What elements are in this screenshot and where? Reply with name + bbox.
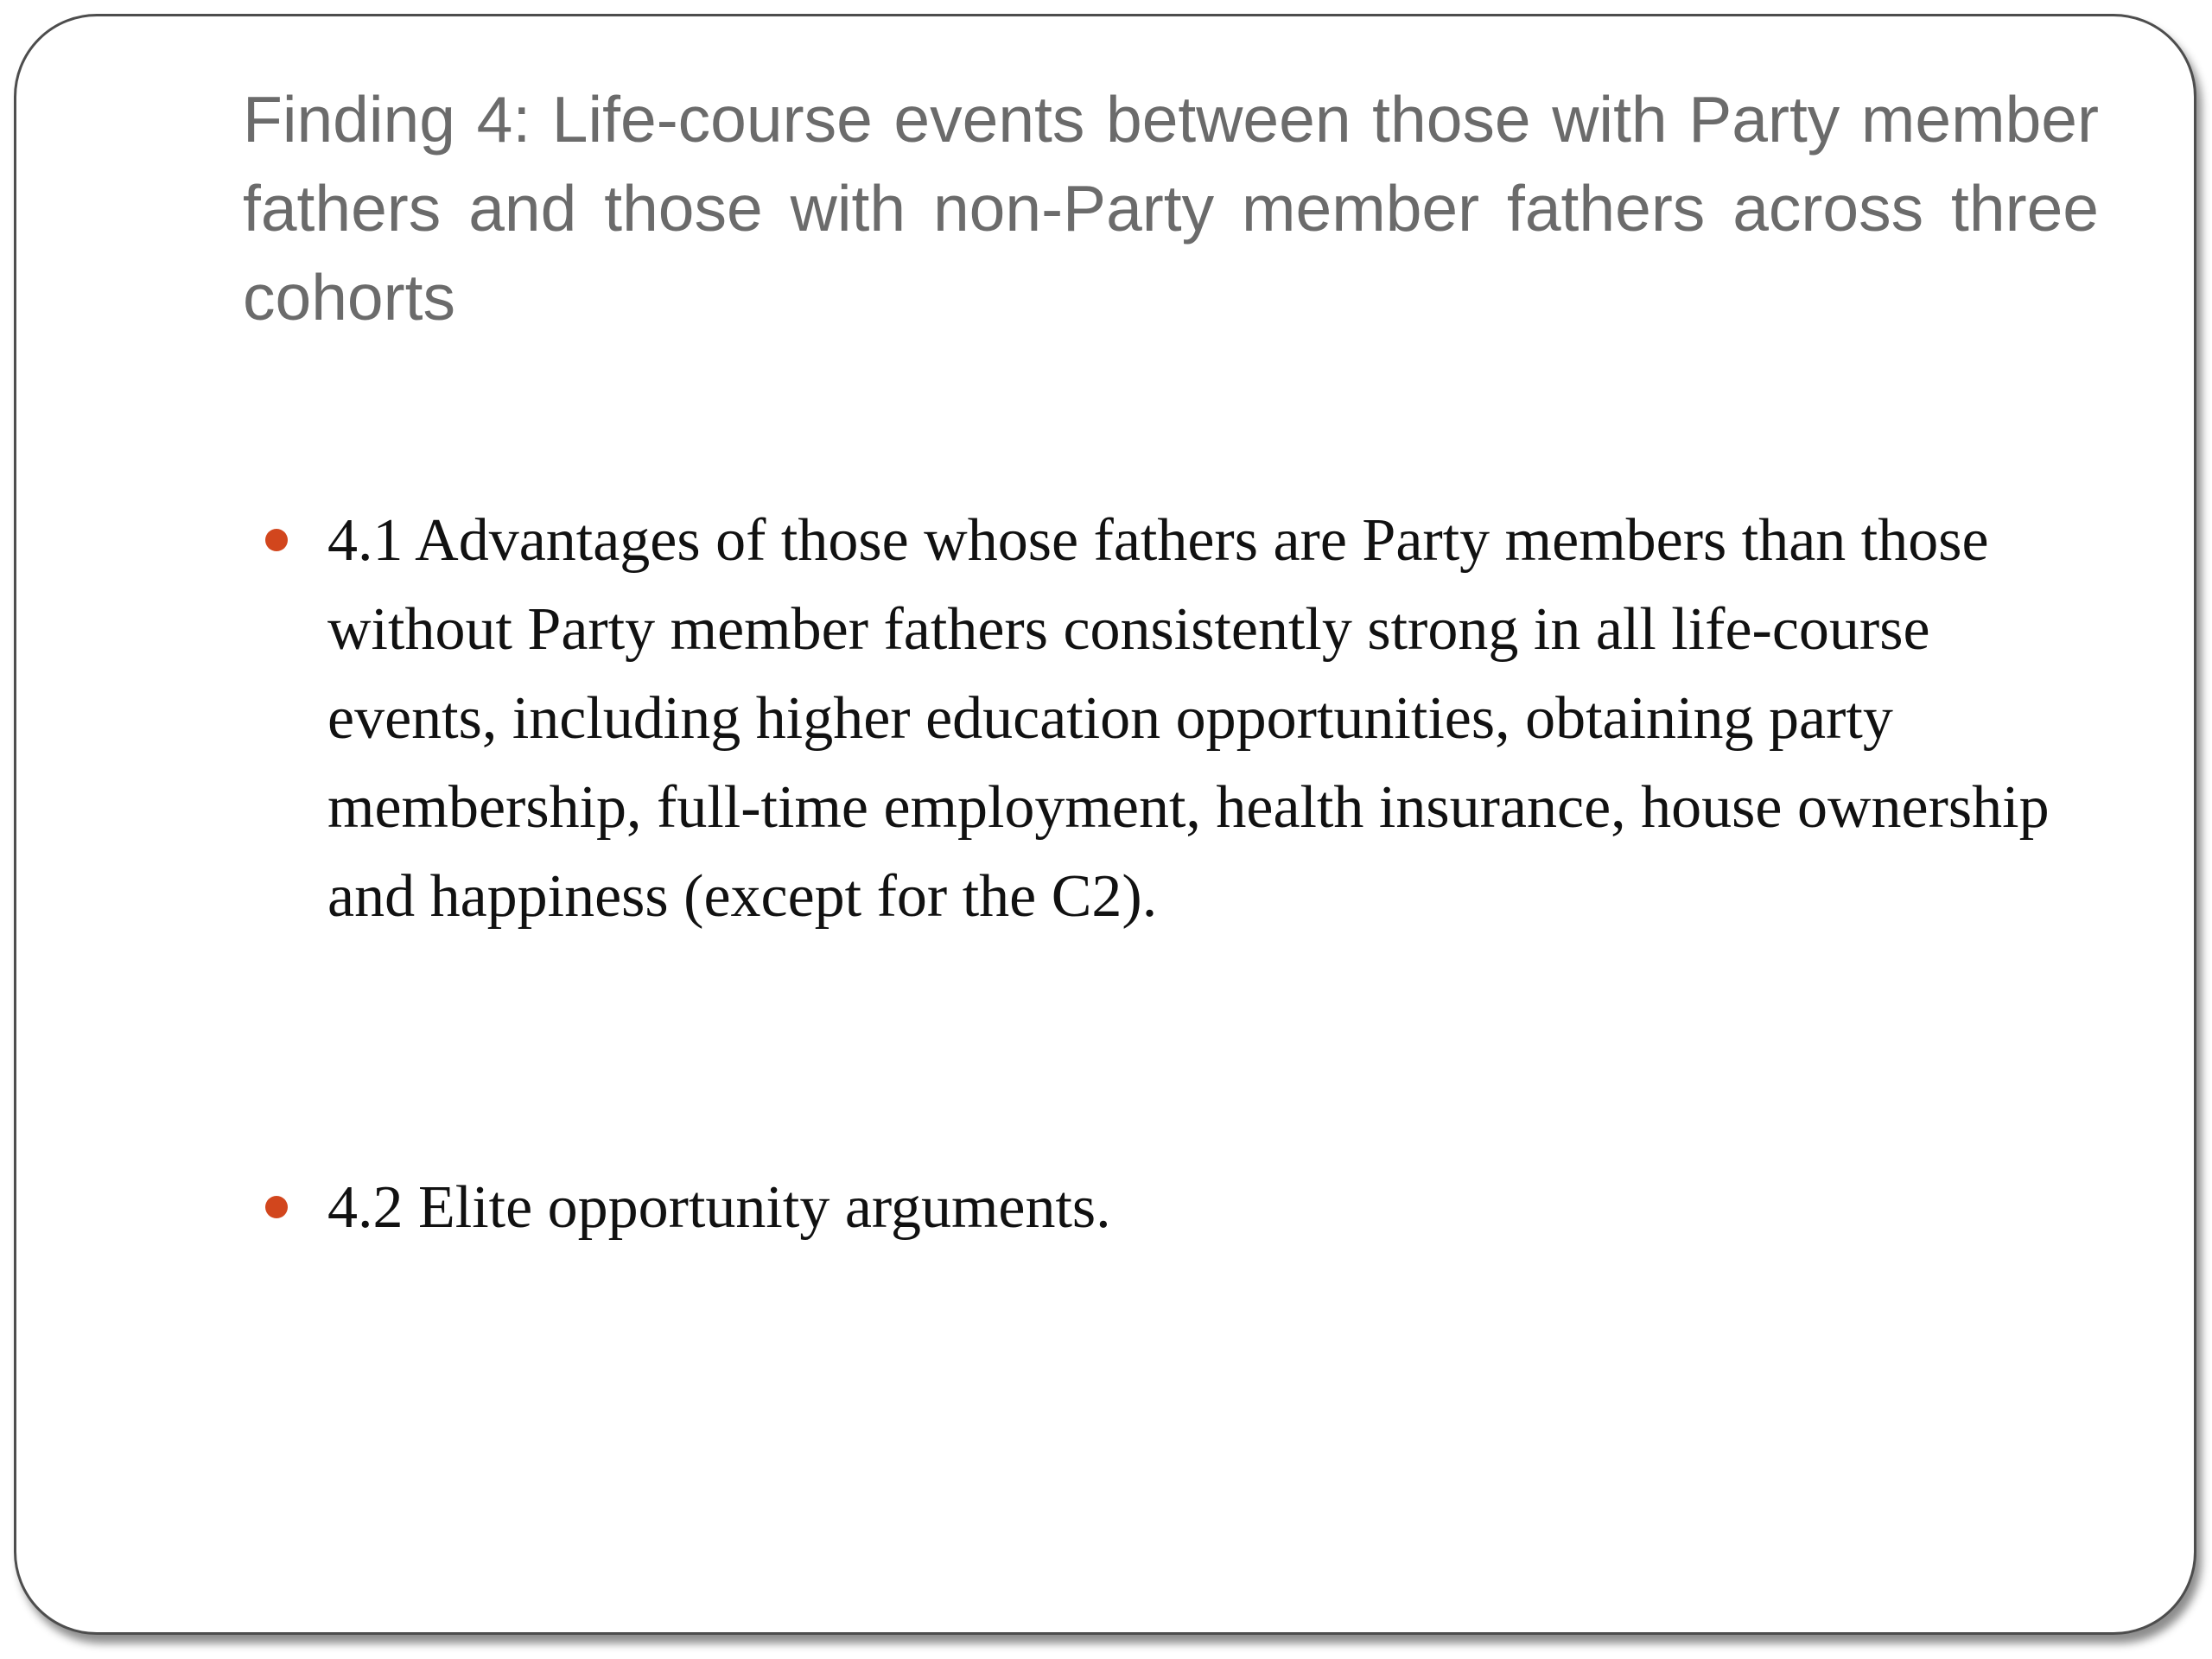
bullet-dot-icon xyxy=(265,529,288,551)
bullet-list xyxy=(260,496,2101,1252)
bullet-item-4-1 xyxy=(260,496,2101,941)
bullet-dot-icon xyxy=(265,1196,288,1218)
bullet-text: 4.2 Elite opportunity arguments. xyxy=(327,1174,1111,1241)
slide-frame xyxy=(14,14,2196,1635)
bullet-item-4-2 xyxy=(260,1163,2101,1252)
bullet-text: 4.1 Advantages of those whose fathers are Party members than those without Party member fathers consistently strong in all life-course events, including higher education opportunities, obtaining party membership, full-time employment, health insurance, house ownership and happiness (except for the C2). xyxy=(327,507,2050,930)
slide-title: Finding 4: Life-course events between those with Party member fathers and those with non-Party member fathers across three cohorts xyxy=(243,83,2099,334)
